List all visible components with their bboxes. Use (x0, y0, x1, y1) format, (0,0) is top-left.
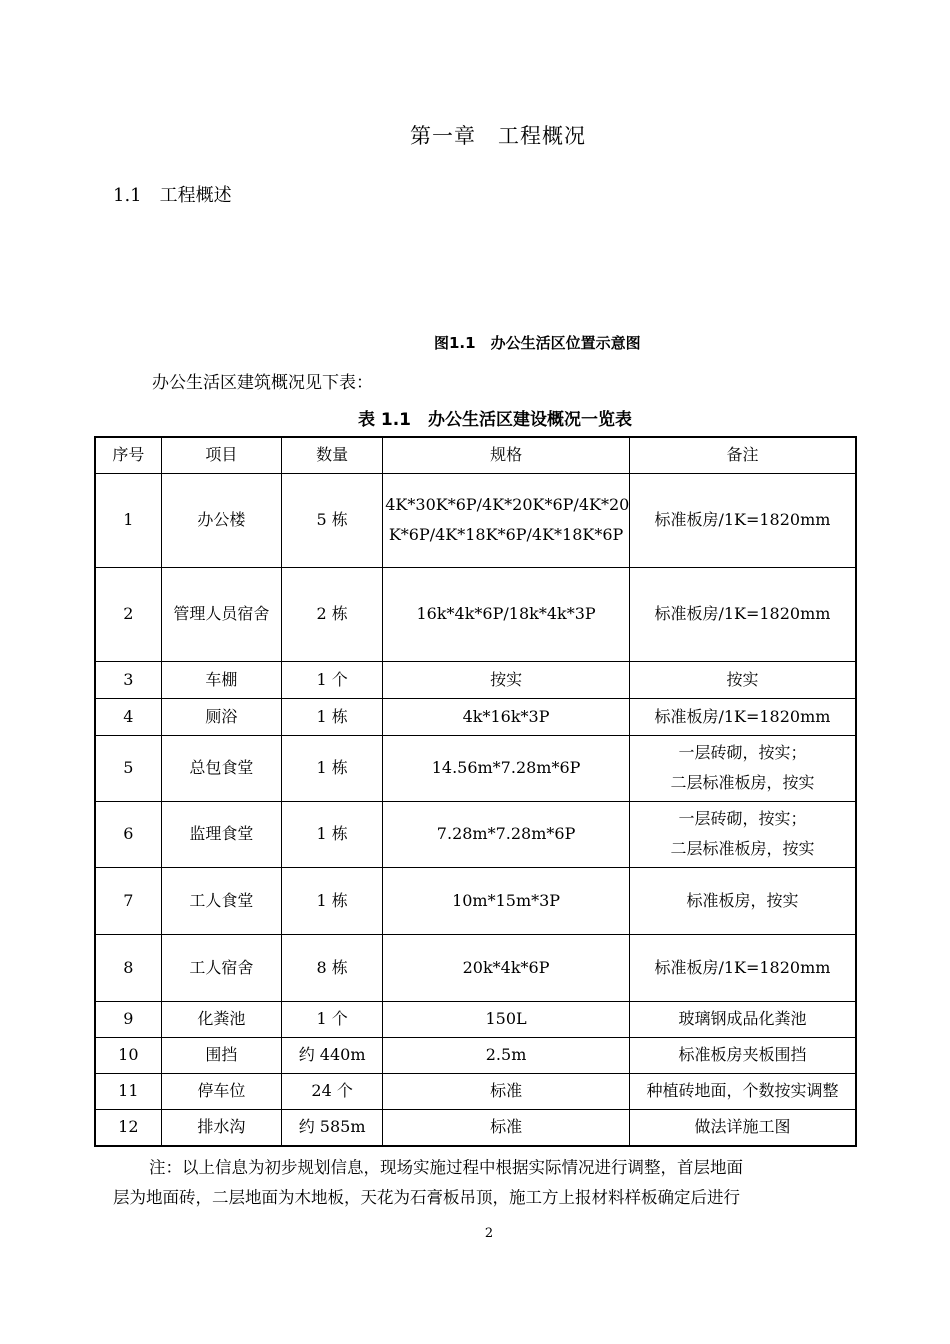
section-title: 1.1 工程概述 (113, 185, 232, 206)
remark-cell-line: 做法详施工图 (694, 1117, 791, 1137)
spec-cell-line: 4k*16k*3P (462, 706, 550, 726)
quantity-cell: 约 585m (281, 1109, 382, 1146)
item-cell: 围挡 (161, 1037, 281, 1073)
quantity-cell: 8 栋 (281, 934, 382, 1001)
quantity-cell: 5 栋 (281, 473, 382, 567)
table-row (95, 867, 856, 934)
item-cell: 化粪池 (161, 1001, 281, 1037)
spec-cell (383, 698, 630, 735)
remark-cell (629, 934, 856, 1001)
item-cell: 总包食堂 (161, 735, 281, 801)
remark-cell-line: 玻璃钢成品化粪池 (678, 1009, 807, 1028)
spec-cell (383, 1001, 630, 1037)
item-cell: 排水沟 (161, 1109, 281, 1146)
spec-cell (383, 1109, 630, 1146)
remark-cell-line: 二层标准板房，按实 (670, 839, 815, 858)
spec-cell-line: 150L (485, 1009, 527, 1028)
remark-cell (629, 698, 856, 735)
table-row (95, 1001, 856, 1037)
table-header-row (95, 437, 856, 473)
spec-cell (383, 661, 630, 698)
remark-cell (629, 735, 856, 801)
row-number-cell: 7 (95, 867, 161, 934)
row-number-cell: 12 (95, 1109, 161, 1146)
table-caption: 表 1.1 办公生活区建设概况一览表 (357, 410, 633, 430)
spec-cell (383, 1037, 630, 1073)
spec-cell (383, 735, 630, 801)
spec-cell-line: 标准 (490, 1081, 523, 1100)
remark-cell (629, 567, 856, 661)
spec-cell-line: 2.5m (485, 1045, 527, 1064)
item-cell: 停车位 (161, 1073, 281, 1109)
header-cell: 规格 (383, 437, 630, 473)
spec-cell-line: 标准 (490, 1117, 523, 1137)
chapter-title: 第一章 工程概况 (410, 124, 586, 148)
remark-cell-line: 标准板房夹板围挡 (678, 1045, 807, 1064)
table-row (95, 661, 856, 698)
item-cell: 厕浴 (161, 698, 281, 735)
spec-cell-line: 16k*4k*6P/18k*4k*3P (416, 604, 596, 623)
row-number-cell: 5 (95, 735, 161, 801)
quantity-cell: 1 个 (281, 661, 382, 698)
spec-cell (383, 934, 630, 1001)
item-cell: 车棚 (161, 661, 281, 698)
remark-cell (629, 1001, 856, 1037)
row-number-cell: 10 (95, 1037, 161, 1073)
row-number-cell: 2 (95, 567, 161, 661)
spec-cell-line: 10m*15m*3P (452, 890, 561, 910)
spec-cell (383, 1073, 630, 1109)
quantity-cell: 2 栋 (281, 567, 382, 661)
quantity-cell: 1 栋 (281, 801, 382, 867)
header-cell: 项目 (161, 437, 281, 473)
quantity-cell: 24 个 (281, 1073, 382, 1109)
remark-cell-line: 标准板房/1K=1820mm (654, 604, 831, 623)
overview-table (94, 436, 857, 1147)
remark-cell (629, 801, 856, 867)
row-number-cell: 9 (95, 1001, 161, 1037)
spec-cell-line: 20k*4k*6P (462, 957, 550, 977)
spec-cell (383, 567, 630, 661)
item-cell: 工人食堂 (161, 867, 281, 934)
remark-cell-line: 一层砖砌，按实； (678, 743, 807, 762)
table-row (95, 934, 856, 1001)
remark-cell-line: 种植砖地面，个数按实调整 (646, 1081, 839, 1100)
row-number-cell: 3 (95, 661, 161, 698)
remark-cell-line: 标准板房/1K=1820mm (654, 957, 831, 977)
quantity-cell: 1 栋 (281, 698, 382, 735)
quantity-cell: 1 栋 (281, 735, 382, 801)
table-row (95, 473, 856, 567)
table-row (95, 735, 856, 801)
spec-cell (383, 867, 630, 934)
remark-cell-line: 二层标准板房，按实 (670, 773, 815, 792)
note-line-1: 注：以上信息为初步规划信息，现场实施过程中根据实际情况进行调整，首层地面 (149, 1158, 743, 1177)
row-number-cell: 11 (95, 1073, 161, 1109)
spec-cell-line: K*6P/4K*18K*6P/4K*18K*6P (388, 525, 624, 544)
spec-cell-line: 按实 (490, 669, 523, 689)
remark-cell (629, 473, 856, 567)
spec-cell-line: 4K*30K*6P/4K*20K*6P/4K*20 (385, 495, 630, 514)
remark-cell-line: 标准板房/1K=1820mm (654, 706, 831, 726)
remark-cell (629, 661, 856, 698)
item-cell: 办公楼 (161, 473, 281, 567)
row-number-cell: 6 (95, 801, 161, 867)
row-number-cell: 4 (95, 698, 161, 735)
header-cell: 序号 (95, 437, 161, 473)
table-row (95, 801, 856, 867)
figure-caption: 图1.1 办公生活区位置示意图 (434, 334, 641, 352)
remark-cell (629, 1037, 856, 1073)
row-number-cell: 8 (95, 934, 161, 1001)
intro-text: 办公生活区建筑概况见下表： (152, 373, 373, 393)
table-row (95, 1073, 856, 1109)
page-number: 2 (484, 1226, 494, 1241)
spec-cell-line: 7.28m*7.28m*6P (436, 824, 576, 843)
quantity-cell: 1 栋 (281, 867, 382, 934)
remark-cell (629, 1109, 856, 1146)
quantity-cell: 1 个 (281, 1001, 382, 1037)
note-line-2: 层为地面砖，二层地面为木地板，天花为石膏板吊顶，施工方上报材料样板确定后进行 (113, 1188, 740, 1207)
remark-cell-line: 标准板房/1K=1820mm (654, 510, 831, 529)
row-number-cell: 1 (95, 473, 161, 567)
table-row (95, 698, 856, 735)
item-cell: 监理食堂 (161, 801, 281, 867)
table-row (95, 1109, 856, 1146)
table-row (95, 1037, 856, 1073)
remark-cell (629, 1073, 856, 1109)
spec-cell (383, 473, 630, 567)
spec-cell (383, 801, 630, 867)
remark-cell-line: 标准板房，按实 (686, 890, 799, 910)
header-cell: 数量 (281, 437, 382, 473)
spec-cell-line: 14.56m*7.28m*6P (431, 758, 581, 777)
remark-cell-line: 按实 (726, 669, 759, 689)
item-cell: 工人宿舍 (161, 934, 281, 1001)
item-cell: 管理人员宿舍 (161, 567, 281, 661)
table-row (95, 567, 856, 661)
header-cell: 备注 (629, 437, 856, 473)
quantity-cell: 约 440m (281, 1037, 382, 1073)
remark-cell-line: 一层砖砌，按实； (678, 809, 807, 828)
remark-cell (629, 867, 856, 934)
